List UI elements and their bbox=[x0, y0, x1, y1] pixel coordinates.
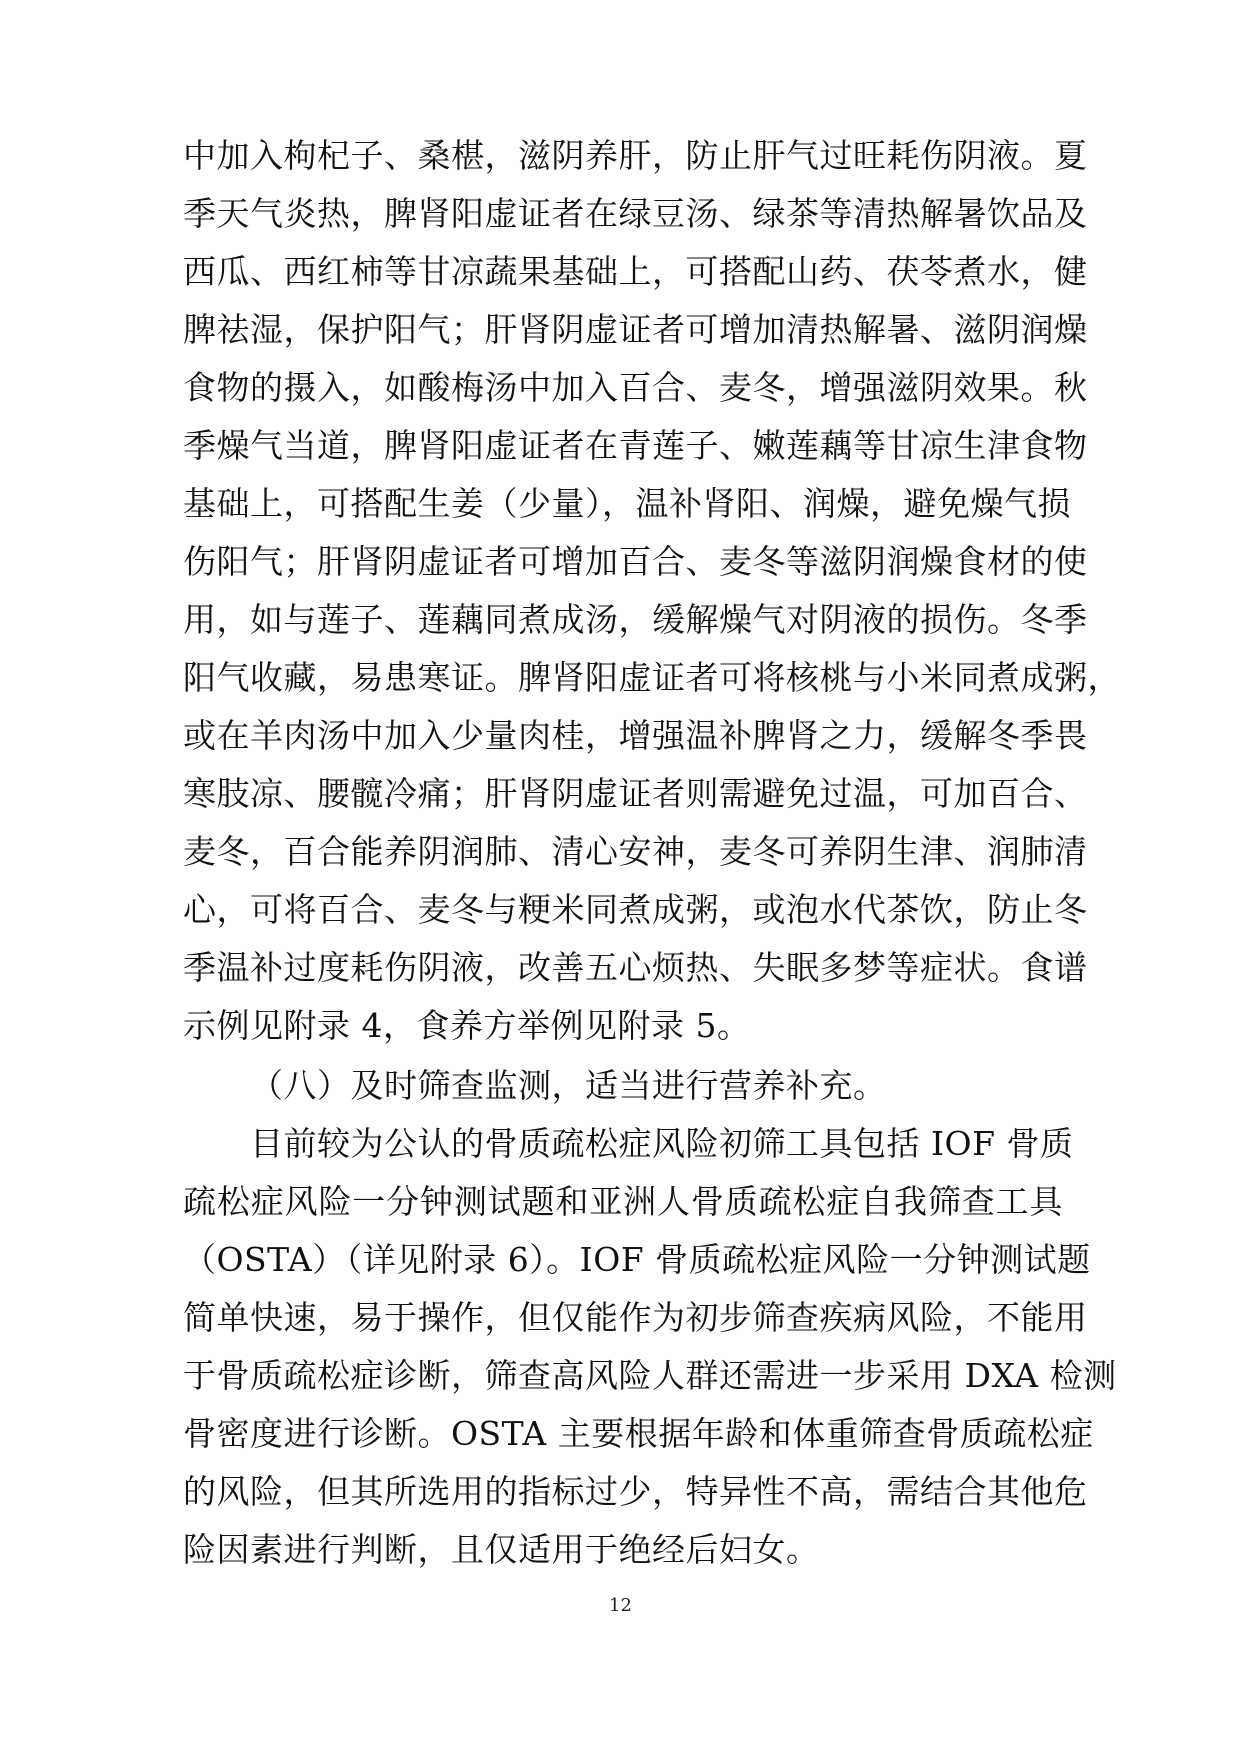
body-text-line: 季温补过度耗伤阴液，改善五心烦热、失眠多梦等症状。食谱 bbox=[183, 948, 1088, 987]
body-text-line: 基础上，可搭配生姜（少量），温补肾阳、润燥，避免燥气损 bbox=[183, 484, 1071, 523]
body-text-line: 西瓜、西红柿等甘凉蔬果基础上，可搭配山药、茯苓煮水，健 bbox=[183, 252, 1088, 291]
body-text-line: 的风险，但其所选用的指标过少，特异性不高，需结合其他危 bbox=[183, 1472, 1088, 1511]
body-text-line: 目前较为公认的骨质疏松症风险初筛工具包括 IOF 骨质 bbox=[250, 1124, 1074, 1163]
body-text-line: 简单快速，易于操作，但仅能作为初步筛查疾病风险，不能用 bbox=[183, 1298, 1088, 1337]
body-text-line: 季燥气当道，脾肾阳虚证者在青莲子、嫩莲藕等甘凉生津食物 bbox=[183, 426, 1088, 465]
body-text-line: 疏松症风险一分钟测试题和亚洲人骨质疏松症自我筛查工具 bbox=[183, 1182, 1063, 1221]
body-text-line: 于骨质疏松症诊断，筛查高风险人群还需进一步采用 DXA 检测 bbox=[183, 1356, 1117, 1395]
section-heading: （八）及时筛查监测，适当进行营养补充。 bbox=[250, 1066, 887, 1105]
body-text-line: 骨密度进行诊断。OSTA 主要根据年龄和体重筛查骨质疏松症 bbox=[183, 1414, 1094, 1453]
body-text-line: 麦冬，百合能养阴润肺、清心安神，麦冬可养阴生津、润肺清 bbox=[183, 832, 1088, 871]
body-text-line: 用，如与莲子、莲藕同煮成汤，缓解燥气对阴液的损伤。冬季 bbox=[183, 600, 1088, 639]
body-text-line: 示例见附录 4，食养方举例见附录 5。 bbox=[183, 1006, 751, 1045]
body-text-line: 伤阳气；肝肾阴虚证者可增加百合、麦冬等滋阴润燥食材的使 bbox=[183, 542, 1088, 581]
body-text-line: 季天气炎热，脾肾阳虚证者在绿豆汤、绿茶等清热解暑饮品及 bbox=[183, 194, 1088, 233]
page-number: 12 bbox=[609, 1595, 632, 1616]
body-text-line: 中加入枸杞子、桑椹，滋阴养肝，防止肝气过旺耗伤阴液。夏 bbox=[183, 136, 1088, 175]
body-text-line: 险因素进行判断，且仅适用于绝经后妇女。 bbox=[183, 1530, 820, 1569]
body-text-line: （OSTA）（详见附录 6）。IOF 骨质疏松症风险一分钟测试题 bbox=[183, 1240, 1091, 1279]
body-text-line: 或在羊肉汤中加入少量肉桂，增强温补脾肾之力，缓解冬季畏 bbox=[183, 716, 1088, 755]
body-text-line: 心，可将百合、麦冬与粳米同煮成粥，或泡水代茶饮，防止冬 bbox=[183, 890, 1088, 929]
body-text-line: 食物的摄入，如酸梅汤中加入百合、麦冬，增强滋阴效果。秋 bbox=[183, 368, 1088, 407]
body-text-line: 寒肢凉、腰髋冷痛；肝肾阴虚证者则需避免过温，可加百合、 bbox=[183, 774, 1088, 813]
body-text-line: 脾祛湿，保护阳气；肝肾阴虚证者可增加清热解暑、滋阴润燥 bbox=[183, 310, 1088, 349]
body-text-line: 阳气收藏，易患寒证。脾肾阳虚证者可将核桃与小米同煮成粥， bbox=[183, 658, 1121, 697]
